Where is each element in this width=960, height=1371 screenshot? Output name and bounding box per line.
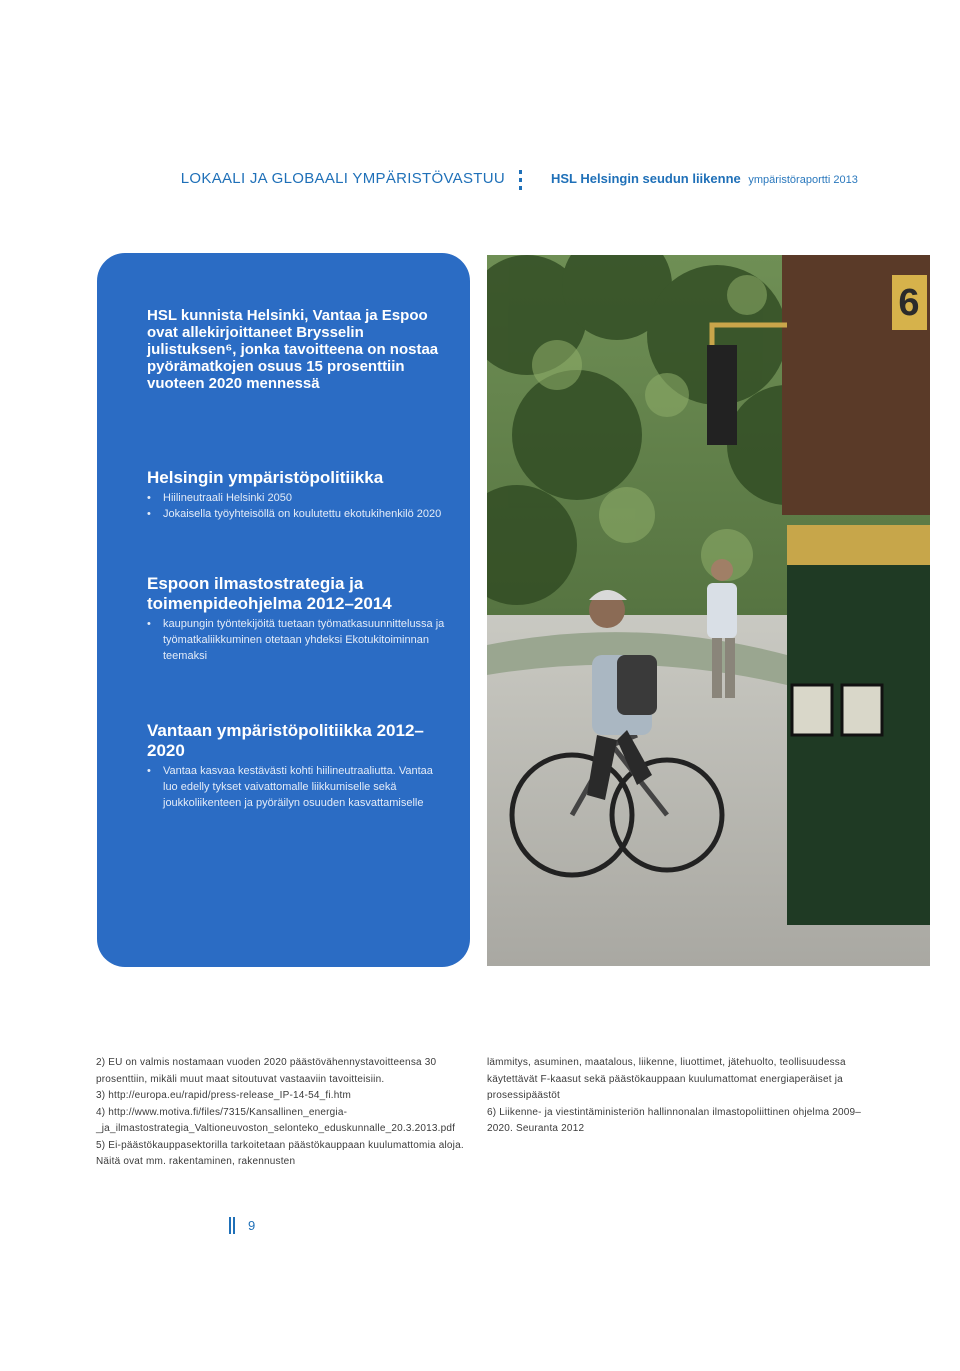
page-header	[0, 170, 960, 190]
header-separator-dots	[519, 170, 523, 190]
section-title-espoo: Espoon ilmastostrategia ja toimenpideohjelma 2012–2014	[147, 574, 392, 613]
footnote: 2) EU on valmis nostamaan vuoden 2020 päästövähennystavoitteensa 30 prosenttiin, mikäli muut maat sitoutuvat vastaaviin tavoitteisiin.	[96, 1057, 437, 1085]
info-panel	[97, 253, 470, 967]
page-number: 9	[248, 1218, 256, 1233]
section-title-vantaa: Vantaan ympäristöpolitiikka 2012–2020	[147, 721, 424, 760]
bullet-icon: •	[147, 508, 151, 520]
list-item: • kaupungin työntekijöitä tuetaan työmatkasuunnittelussa ja työmatkaliikkuminen otetaan yhdeksi Ekotukitoiminnan teemaksi	[147, 618, 445, 662]
list-item: • Jokaisella työyhteisöllä on koulutettu ekotukihenkilö 2020	[147, 508, 442, 520]
section-title: LOKAALI JA GLOBAALI YMPÄRISTÖVASTUU	[180, 170, 505, 187]
footnote: lämmitys, asuminen, maatalous, liikenne, liuottimet, jätehuolto, teollisuudessa käytettävät F-kaasut sekä päästökauppaan kuulumattomat energiaperäiset ja prosessipäästöt	[487, 1057, 846, 1101]
section-helsinki	[147, 468, 447, 522]
bullet-icon: •	[147, 492, 151, 504]
section-vantaa	[147, 721, 447, 811]
footnote: 6) Liikenne- ja viestintäministeriön hallinnonalan ilmastopoliittinen ohjelma 2009–2020. Seuranta 2012	[487, 1106, 862, 1134]
footnotes-left-column	[96, 1055, 468, 1171]
tram-number: 6	[898, 282, 920, 324]
page-number-marker	[229, 1217, 235, 1234]
report-name: ympäristöraportti 2013	[748, 174, 858, 186]
organization-name: HSL Helsingin seudun liikenne	[551, 171, 741, 186]
list-item: • Vantaa kasvaa kestävästi kohti hiilineutraaliutta. Vantaa luo edelly tykset vaivattomalle liikkumiselle sekä joukkoliikenteen ja pyöräilyn osuuden kasvattamiselle	[147, 765, 433, 809]
footnote: 3) http://europa.eu/rapid/press-release_IP-14-54_fi.htm	[96, 1090, 352, 1101]
cyclist-tram-photo	[487, 255, 930, 966]
footnotes-right-column	[487, 1055, 867, 1138]
section-espoo	[147, 574, 447, 664]
section-title-helsinki: Helsingin ympäristöpolitiikka	[147, 468, 384, 487]
list-item: • Hiilineutraali Helsinki 2050	[147, 492, 293, 504]
footnote: 5) Ei-päästökauppasektorilla tarkoitetaan päästökauppaan kuulumattomia aloja. Näitä ovat mm. rakentaminen, rakennusten	[96, 1139, 464, 1167]
panel-intro: HSL kunnista Helsinki, Vantaa ja Espoo ovat allekirjoittaneet Brysselin julistuksen⁶, jonka tavoitteena on nostaa pyörämatkojen osuus 15 prosenttiin vuoteen 2020 mennessä	[147, 307, 439, 392]
bullet-icon: •	[147, 765, 151, 777]
bullet-icon: •	[147, 618, 151, 630]
publication-title	[551, 171, 858, 186]
footnote: 4) http://www.motiva.fi/files/7315/Kansallinen_energia-_ja_ilmastostrategia_Valtioneuvoston_selonteko_eduskunnalle_20.3.2013.pdf	[96, 1106, 456, 1134]
